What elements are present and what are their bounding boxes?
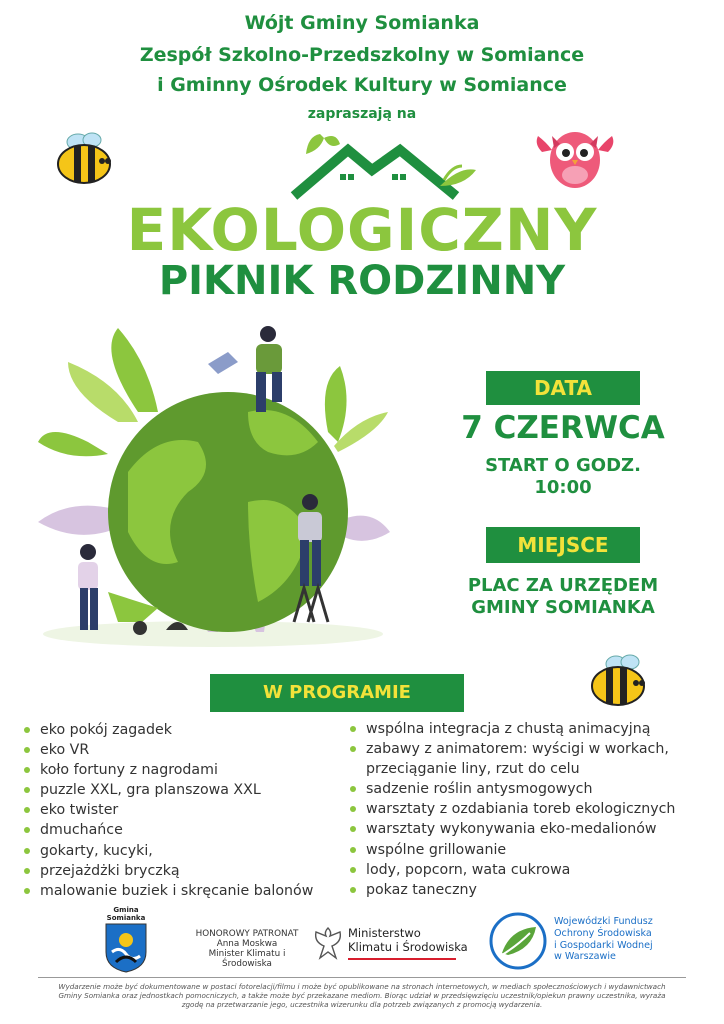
list-item: eko VR [22, 740, 342, 760]
list-item: gokarty, kucyki, [22, 841, 342, 861]
wfos-name [554, 916, 704, 963]
owl-icon [532, 122, 618, 192]
wfos-line-2: Ochrony Środowiska [554, 927, 652, 939]
footer-line-1: Wydarzenie może być dokumentowane w postaci fotorelacji/filmu i może być opublikowane na stronach internetowych, w mediach społecznościowych i wydawnictwach [58, 982, 666, 991]
date-label: DATA [486, 371, 640, 405]
list-item: koło fortuny z nagrodami [22, 760, 342, 780]
eagle-emblem-icon [310, 924, 346, 962]
footer-line-2: Gminy Somianka oraz jednostkach pomocniczych, a także może być przekazane mediom. Biorąc udział w przedsięwzięciu uczestnik/opiekun prawny uczestnika, wyraża [58, 991, 666, 1000]
ministry-line-2: Klimatu i Środowiska [348, 940, 468, 954]
program-label: W PROGRAMIE [210, 674, 464, 712]
list-item: eko twister [22, 800, 342, 820]
header-line-3: i Gminny Ośrodek Kultury w Somiance [157, 74, 567, 96]
list-item: warsztaty wykonywania eko-medalionów [348, 819, 708, 839]
list-item: zabawy z animatorem: wyścigi w workach, [348, 739, 708, 759]
list-item: wspólne grillowanie [348, 840, 708, 860]
list-item: eko pokój zagadek [22, 720, 342, 740]
patronage-name: Anna Moskwa [216, 939, 278, 949]
wfos-line-4: w Warszawie [554, 951, 616, 963]
program-list-right [348, 719, 708, 900]
list-item: przejażdżki bryczką [22, 861, 342, 881]
ministry-line-1: Ministerstwo [348, 926, 421, 940]
place-line2: GMINY SOMIANKA [471, 597, 655, 618]
place-label: MIEJSCE [486, 527, 640, 563]
list-item-continuation [348, 759, 708, 779]
list-item: sadzenie roślin antysmogowych [348, 779, 708, 799]
list-item-continuation-text: przeciąganie liny, rzut do celu [366, 761, 580, 778]
gmina-label-2: Somianka [106, 914, 146, 922]
place-line1: PLAC ZA URZĘDEM [467, 575, 659, 596]
start-time-line1: START O GODZ. [485, 455, 641, 476]
gmina-label-1: Gmina [113, 906, 139, 914]
list-item: wspólna integracja z chustą animacyjną [348, 719, 708, 739]
list-item: puzzle XXL, gra planszowa XXL [22, 780, 342, 800]
list-item: dmuchańce [22, 820, 342, 840]
gmina-logo-label [96, 906, 156, 922]
list-item: warsztaty z ozdabiania toreb ekologicznych [348, 799, 708, 819]
footer-line-3: zgodę na przetwarzanie jego, uczestnika wizerunku dla potrzeb związanych z promocją wydarzenia. [181, 1000, 543, 1009]
header-line-2: Zespół Szkolno-Przedszkolny w Somiance [139, 44, 585, 66]
ministry-name [348, 926, 468, 954]
earth-illustration [28, 322, 394, 652]
eco-houses-logo [290, 130, 480, 202]
bee-icon-right [586, 652, 652, 710]
patronage-block [184, 929, 310, 969]
start-time-line2: 10:00 [534, 477, 592, 498]
bee-icon [52, 128, 118, 188]
wfos-line-3: i Gospodarki Wodnej [554, 939, 653, 951]
header-line-1: Wójt Gminy Somianka [244, 12, 480, 34]
patronage-title: HONOROWY PATRONAT [195, 929, 299, 939]
event-subtitle: PIKNIK RODZINNY [158, 258, 566, 304]
program-list-left [22, 720, 342, 901]
footer-disclaimer [28, 982, 696, 1009]
patronage-role: Minister Klimatu i Środowiska [208, 949, 286, 969]
footer-divider [38, 977, 686, 978]
wfos-logo-icon [488, 911, 548, 971]
event-title: EKOLOGICZNY [126, 196, 598, 264]
wfos-line-1: Wojewódzki Fundusz [554, 916, 653, 927]
header-line-4: zapraszają na [307, 106, 417, 122]
date-value: 7 CZERWCA [461, 410, 665, 446]
gmina-crest-icon [104, 922, 148, 974]
list-item: pokaz taneczny [348, 880, 708, 900]
list-item: lody, popcorn, wata cukrowa [348, 860, 708, 880]
list-item: malowanie buziek i skręcanie balonów [22, 881, 342, 901]
ministry-red-line [348, 958, 456, 960]
